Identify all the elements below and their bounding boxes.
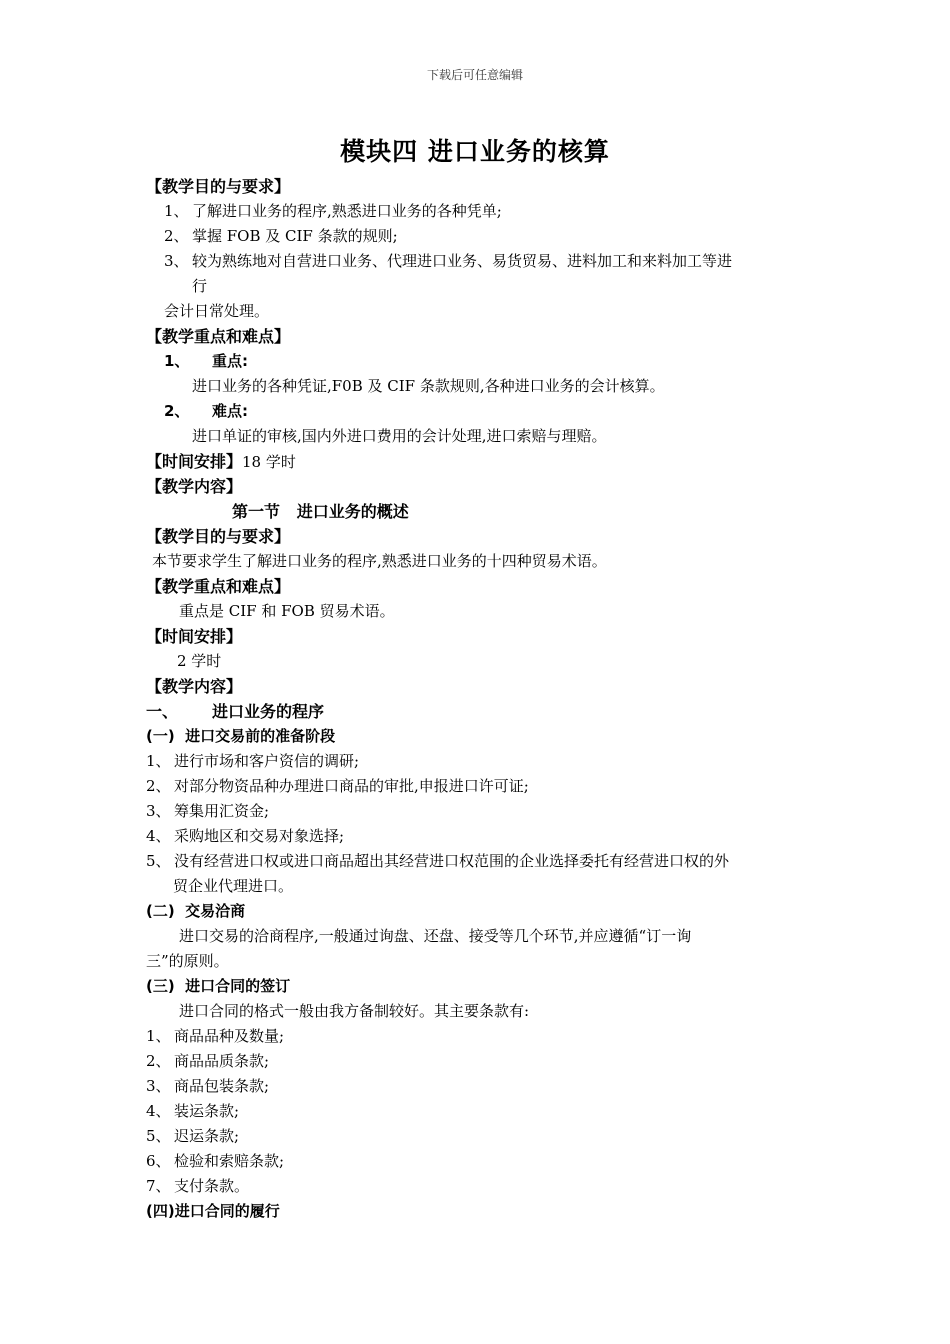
section-key-text: 重点是 CIF 和 FOB 贸易术语。 (179, 602, 395, 620)
list-num: 1、 (146, 752, 171, 770)
goal-tail: 会计日常处理。 (164, 302, 270, 320)
paragraph-line: 进口合同的格式一般由我方备制较好。其主要条款有: (179, 1002, 530, 1020)
goal-num: 1、 (164, 202, 189, 220)
list-text: 检验和索赔条款; (174, 1152, 285, 1170)
subsection-heading: (二) 交易洽商 (146, 902, 246, 920)
key-heading: 【教学重点和难点】 (146, 327, 291, 346)
subsection-heading: (四)进口合同的履行 (146, 1202, 280, 1220)
list-num: 2、 (146, 777, 171, 795)
goal-item (146, 249, 810, 274)
goal-text: 较为熟练地对自营进口业务、代理进口业务、易货贸易、进料加工和来料加工等进 (192, 252, 733, 270)
list-text: 商品品质条款; (174, 1052, 270, 1070)
list-num: 6、 (146, 1152, 171, 1170)
list-num: 5、 (146, 1127, 171, 1145)
list-num: 2、 (146, 1052, 171, 1070)
paragraph-line: 三”的原则。 (146, 952, 229, 970)
document-title: 模块四 进口业务的核算 (340, 137, 610, 166)
list-text: 没有经营进口权或进口商品超出其经营进口权范围的企业选择委托有经营进口权的外 (174, 852, 730, 870)
list-text: 商品包装条款; (174, 1077, 270, 1095)
list-item (146, 799, 810, 824)
goal-item (146, 224, 810, 249)
goal-text: 了解进口业务的程序,熟悉进口业务的各种凭单; (192, 202, 502, 220)
section-time-value: 2 学时 (177, 652, 222, 670)
list-text: 采购地区和交易对象选择; (174, 827, 345, 845)
list-item (146, 1024, 810, 1049)
list-item (146, 824, 810, 849)
goal-item-continuation: 行 (192, 277, 208, 295)
difficult-label (146, 399, 810, 424)
list-text: 进行市场和客户资信的调研; (174, 752, 360, 770)
part-num: 一、 (146, 702, 179, 721)
time-line (146, 449, 810, 474)
subsection-heading: (一) 进口交易前的准备阶段 (146, 727, 336, 745)
list-num: 5、 (146, 852, 171, 870)
list-num: 3、 (146, 1077, 171, 1095)
content-heading: 【教学内容】 (146, 477, 243, 496)
part-title: 进口业务的程序 (212, 702, 325, 721)
list-text: 商品品种及数量; (174, 1027, 285, 1045)
goal-text: 掌握 FOB 及 CIF 条款的规则; (192, 227, 398, 245)
section-key-heading: 【教学重点和难点】 (146, 577, 291, 596)
list-num: 7、 (146, 1177, 171, 1195)
list-text: 装运条款; (174, 1102, 240, 1120)
part-heading (146, 699, 810, 724)
key-points-title: 重点: (212, 352, 248, 370)
list-item (146, 1124, 810, 1149)
goal-item (146, 199, 810, 224)
list-text: 迟运条款; (174, 1127, 240, 1145)
subsection-heading: (三) 进口合同的签订 (146, 977, 291, 995)
list-text: 支付条款。 (174, 1177, 250, 1195)
list-item (146, 749, 810, 774)
key-points-label (146, 349, 810, 374)
list-text: 筹集用汇资金; (174, 802, 270, 820)
list-item (146, 1074, 810, 1099)
time-value: 18 学时 (242, 453, 296, 471)
section-title: 第一节 进口业务的概述 (232, 502, 409, 521)
list-item (146, 774, 810, 799)
difficult-title: 难点: (212, 402, 248, 420)
key-points-num: 1、 (164, 352, 190, 370)
list-item (146, 1049, 810, 1074)
difficult-text: 进口单证的审核,国内外进口费用的会计处理,进口索赔与理赔。 (192, 427, 607, 445)
time-heading: 【时间安排】 (146, 452, 243, 471)
list-item (146, 1149, 810, 1174)
section-time-heading: 【时间安排】 (146, 627, 243, 646)
key-points-text: 进口业务的各种凭证,F0B 及 CIF 条款规则,各种进口业务的会计核算。 (192, 377, 665, 395)
list-num: 3、 (146, 802, 171, 820)
document-body (146, 174, 810, 1224)
goal-num: 2、 (164, 227, 189, 245)
header-note: 下载后可任意编辑 (426, 68, 523, 82)
section-content-heading: 【教学内容】 (146, 677, 243, 696)
difficult-num: 2、 (164, 402, 190, 420)
goals-heading: 【教学目的与要求】 (146, 177, 291, 196)
list-text: 对部分物资品种办理进口商品的审批,申报进口许可证; (174, 777, 529, 795)
list-num: 4、 (146, 1102, 171, 1120)
section-goals-heading: 【教学目的与要求】 (146, 527, 291, 546)
list-item (146, 849, 810, 874)
paragraph-line: 进口交易的洽商程序,一般通过询盘、还盘、接受等几个环节,并应遵循“订一询 (179, 927, 692, 945)
list-item (146, 1099, 810, 1124)
goal-num: 3、 (164, 252, 189, 270)
list-num: 4、 (146, 827, 171, 845)
section-goals-text: 本节要求学生了解进口业务的程序,熟悉进口业务的十四种贸易术语。 (152, 552, 607, 570)
list-item-continuation: 贸企业代理进口。 (173, 877, 294, 895)
list-item (146, 1174, 810, 1199)
list-num: 1、 (146, 1027, 171, 1045)
